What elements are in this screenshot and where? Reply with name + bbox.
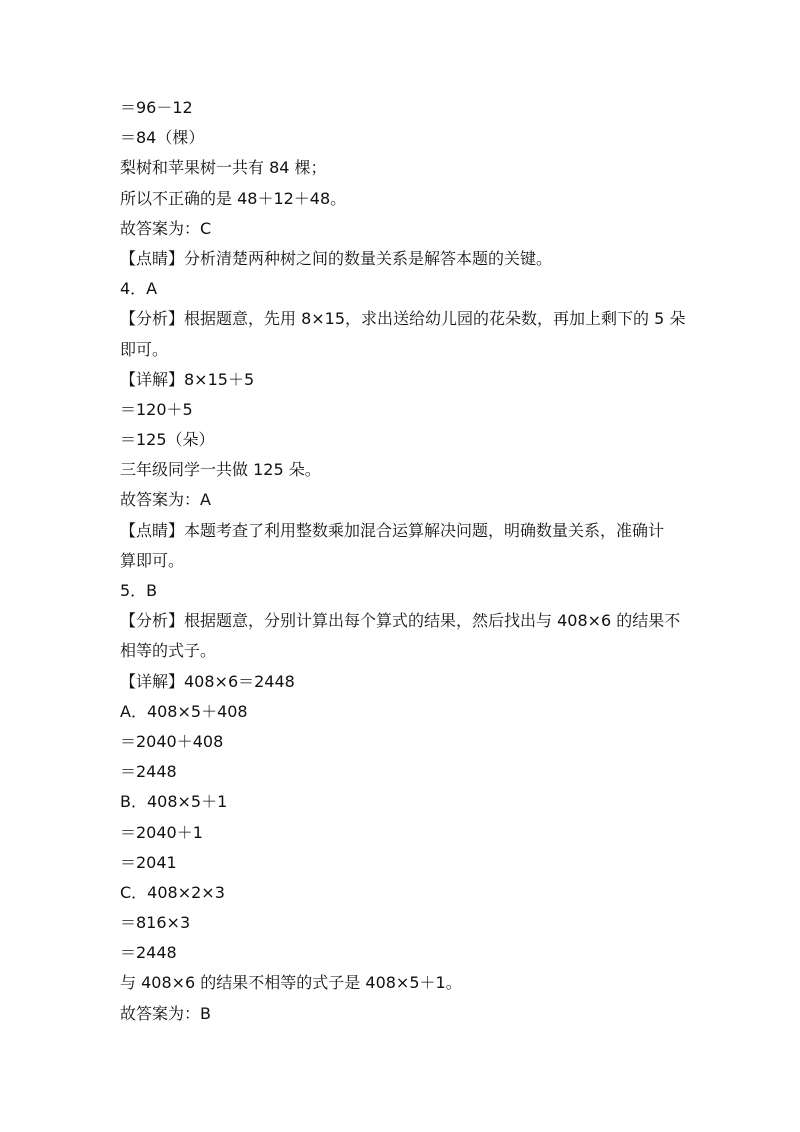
question-number: 5．B bbox=[120, 581, 158, 600]
text-line: ＝2448 bbox=[120, 762, 177, 782]
analysis-line: 即可。 bbox=[120, 339, 169, 359]
text-line: ＝2040＋408 bbox=[120, 731, 224, 751]
question-number: 4．A bbox=[120, 279, 158, 299]
text-line: ＝2448 bbox=[120, 943, 177, 963]
solution-line: 【详解】408×6＝2448 bbox=[120, 671, 295, 691]
text-line: B．408×5＋1 bbox=[120, 792, 228, 812]
text-line: C．408×2×3 bbox=[120, 882, 225, 902]
answer-line: 故答案为：B bbox=[120, 1003, 211, 1023]
text-line: ＝120＋5 bbox=[120, 399, 193, 419]
text-line: ＝2040＋1 bbox=[120, 822, 203, 842]
text-line: 三年级同学一共做 125 朵。 bbox=[120, 460, 321, 480]
text-line: ＝2041 bbox=[120, 852, 177, 872]
text-line: A．408×5＋408 bbox=[120, 701, 248, 721]
key-point-line: 【点睛】分析清楚两种树之间的数量关系是解答本题的关键。 bbox=[120, 248, 553, 268]
key-point-line: 【点睛】本题考查了利用整数乘加混合运算解决问题，明确数量关系，准确计 bbox=[120, 520, 665, 540]
key-point-line: 算即可。 bbox=[120, 550, 185, 570]
answer-line: 故答案为：A bbox=[120, 490, 211, 510]
answer-line: 故答案为：C bbox=[120, 218, 212, 238]
text-line: ＝84（棵） bbox=[120, 128, 205, 148]
document-body bbox=[120, 93, 700, 1029]
text-line: 所以不正确的是 48＋12＋48。 bbox=[120, 188, 347, 208]
analysis-line: 相等的式子。 bbox=[120, 641, 217, 661]
text-line: ＝816×3 bbox=[120, 913, 191, 933]
text-line: ＝96－12 bbox=[120, 98, 193, 117]
text-line: ＝125（朵） bbox=[120, 430, 215, 450]
analysis-line: 【分析】根据题意，先用 8×15，求出送给幼儿园的花朵数，再加上剩下的 5 朵 bbox=[120, 309, 686, 329]
solution-line: 【详解】8×15＋5 bbox=[120, 369, 255, 389]
text-line: 梨树和苹果树一共有 84 棵； bbox=[120, 158, 327, 178]
analysis-line: 【分析】根据题意，分别计算出每个算式的结果，然后找出与 408×6 的结果不 bbox=[120, 611, 681, 631]
text-line: 与 408×6 的结果不相等的式子是 408×5＋1。 bbox=[120, 973, 462, 993]
